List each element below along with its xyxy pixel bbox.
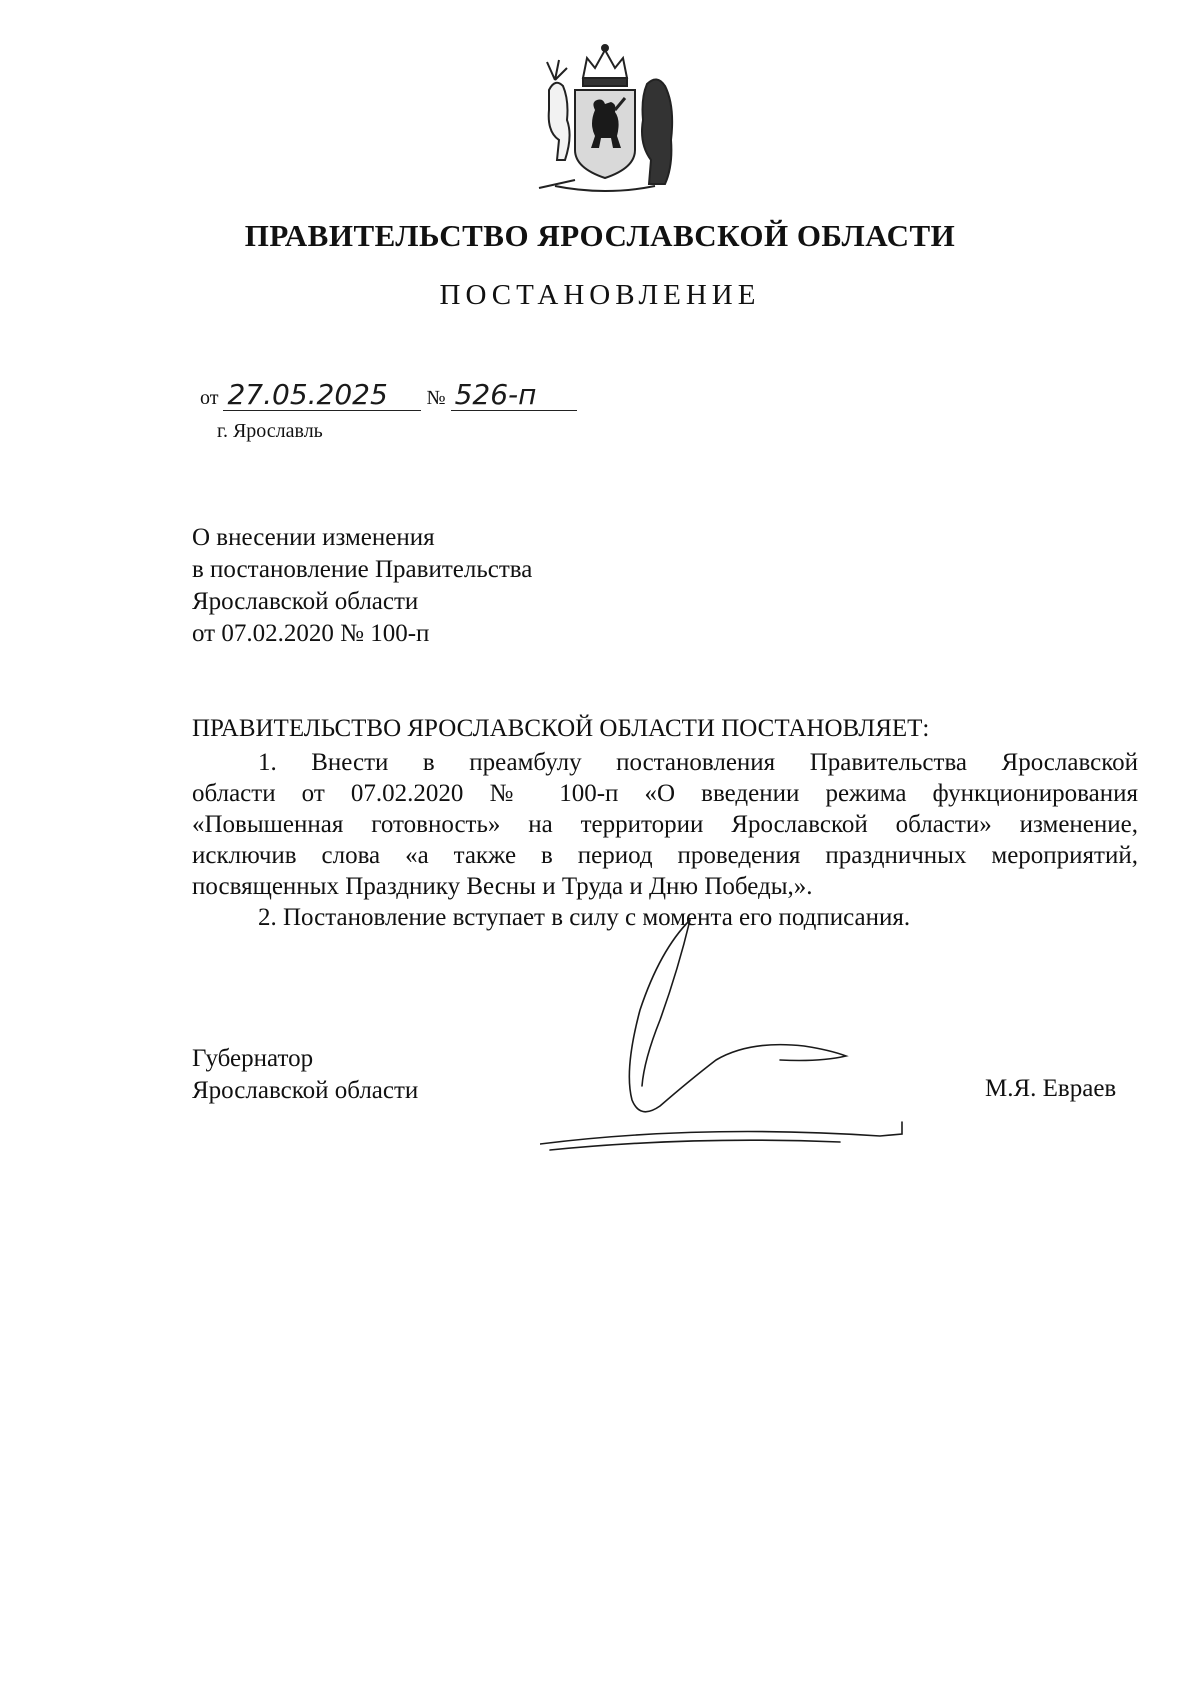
- subject-line: Ярославской области: [192, 588, 419, 615]
- body-line: «Повышенная готовность» на территории Ярославской области» изменение,: [192, 811, 1138, 838]
- body-line: области от 07.02.2020 № 100-п «О введении режима функционирования: [192, 780, 1138, 807]
- subject-line: О внесении изменения: [192, 524, 435, 551]
- signer-position: [192, 1043, 418, 1107]
- subject-line: в постановление Правительства: [192, 556, 533, 583]
- number-label: №: [426, 387, 446, 409]
- body-paragraph-2: 2. Постановление вступает в силу с момента его подписания.: [258, 904, 911, 931]
- body-line: посвященных Празднику Весны и Труда и Дню Победы,».: [192, 873, 813, 900]
- date-label: от: [200, 387, 219, 409]
- coat-of-arms-icon: [525, 40, 685, 192]
- signer-position-line: Губернатор: [192, 1045, 314, 1072]
- decree-statement: ПРАВИТЕЛЬСТВО ЯРОСЛАВСКОЙ ОБЛАСТИ ПОСТАНОВЛЯЕТ:: [192, 715, 930, 742]
- document-subject: [192, 522, 532, 650]
- document-body: [192, 747, 1138, 933]
- document-number: 526-п: [451, 380, 577, 411]
- body-line: исключив слова «а также в период проведения праздничных мероприятий,: [192, 842, 1138, 869]
- handwritten-signature-icon: [540, 910, 980, 1160]
- document-date: 27.05.2025: [223, 380, 421, 411]
- registration-line: [200, 380, 577, 411]
- signer-position-line: Ярославской области: [192, 1077, 419, 1104]
- signer-name: М.Я. Евраев: [985, 1075, 1117, 1102]
- subject-line: от 07.02.2020 № 100-п: [192, 620, 430, 647]
- body-line: 1. Внести в преамбулу постановления Правительства Ярославской: [258, 749, 1138, 776]
- organization-title: ПРАВИТЕЛЬСТВО ЯРОСЛАВСКОЙ ОБЛАСТИ: [244, 218, 956, 253]
- document-type-title: ПОСТАНОВЛЕНИЕ: [439, 279, 761, 311]
- city-line: г. Ярославль: [217, 420, 323, 442]
